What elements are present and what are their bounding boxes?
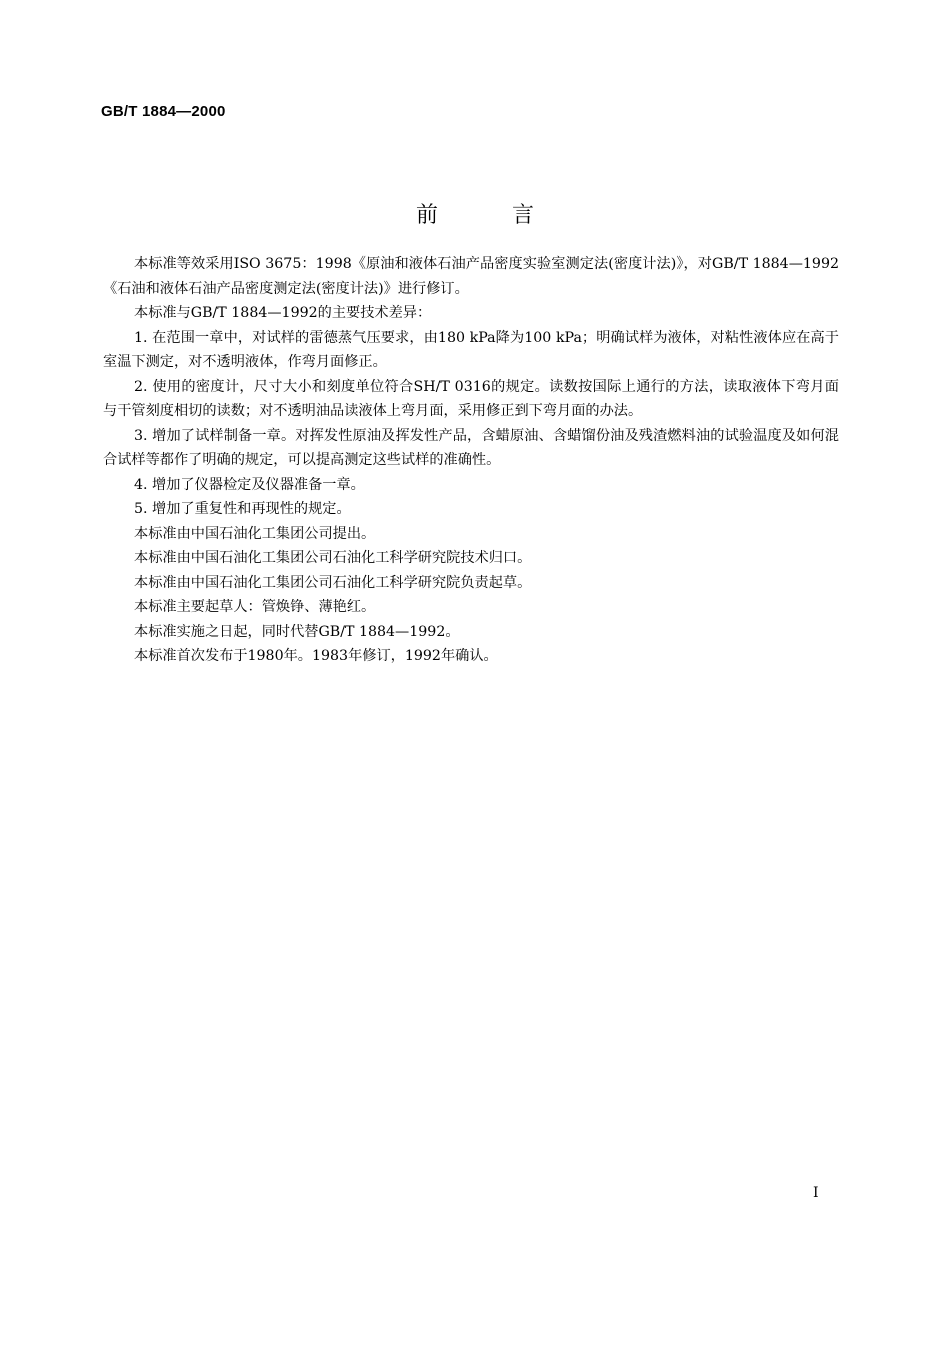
paragraph-difference-4: 4. 增加了仪器检定及仪器准备一章。: [134, 476, 365, 493]
paragraph-difference-3: 3. 增加了试样制备一章。对挥发性原油及挥发性产品，含蜡原油、含蜡馏份油及残渣燃料油的试验温度及如何混合试样等都作了明确的规定，可以提高测定这些试样的准确性。: [103, 427, 839, 468]
paragraph-proposed-by: 本标准由中国石油化工集团公司提出。: [134, 525, 376, 542]
paragraph-adoption: 本标准等效采用ISO 3675：1998《原油和液体石油产品密度实验室测定法(密度计法)》，对GB/T 1884—1992《石油和液体石油产品密度测定法(密度计法)》进行修订。: [103, 256, 839, 297]
paragraph-difference-5: 5. 增加了重复性和再现性的规定。: [134, 501, 351, 517]
paragraph-drafted-by: 本标准由中国石油化工集团公司石油化工科学研究院负责起草。: [134, 574, 532, 591]
paragraph-history: 本标准首次发布于1980年。1983年修订，1992年确认。: [134, 648, 498, 664]
paragraph-replaces: 本标准实施之日起，同时代替GB/T 1884—1992。: [134, 623, 460, 640]
paragraph-centralized-by: 本标准由中国石油化工集团公司石油化工科学研究院技术归口。: [134, 550, 532, 566]
foreword-body: [103, 252, 839, 669]
paragraph-difference-1: 1. 在范围一章中，对试样的雷德蒸气压要求，由180 kPa降为100 kPa；明确试样为液体，对粘性液体应在高于室温下测定，对不透明液体，作弯月面修正。: [103, 329, 839, 370]
paragraph-differences-intro: 本标准与GB/T 1884—1992的主要技术差异：: [134, 305, 432, 321]
paragraph-difference-2: 2. 使用的密度计，尺寸大小和刻度单位符合SH/T 0316的规定。读数按国际上通行的方法，读取液体下弯月面与干管刻度相切的读数；对不透明油品读液体上弯月面，采用修正到下弯月面的办法。: [103, 378, 839, 419]
page-title: 前言: [415, 203, 608, 228]
paragraph-drafters: 本标准主要起草人：管焕铮、薄艳红。: [134, 599, 376, 615]
standard-code: GB/T 1884—2000: [101, 103, 226, 120]
page-number: I: [813, 1185, 819, 1201]
